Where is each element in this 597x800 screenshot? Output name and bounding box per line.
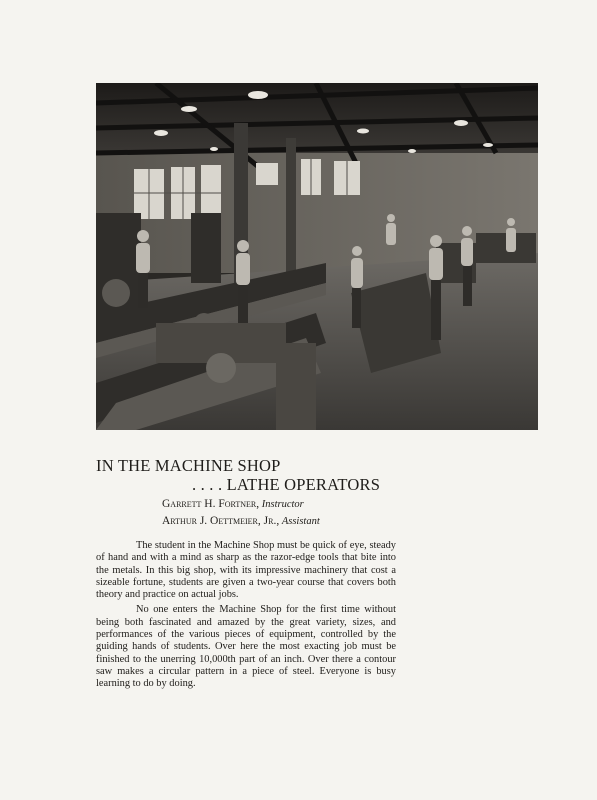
staff-name: Arthur J. Oettmeier, Jr., [162, 515, 280, 527]
staff-role: Assistant [281, 516, 320, 527]
headline-line-1: IN THE MACHINE SHOP [96, 456, 281, 475]
paragraph: The student in the Machine Shop must be quick of eye, steady of hand and with a mind as sharp as the razor-edge tools that bite into the metals. In this big shop, with its impressive machinery that cost a sizeable fortune, students are given a two-year course that covers both theory and practice on actual jobs. [96, 540, 396, 601]
photo-illustration [96, 83, 538, 430]
staff-role: Instructor [261, 499, 304, 510]
headline-line-2: . . . . LATHE OPERATORS [192, 475, 381, 494]
article-body [96, 540, 396, 694]
machine-shop-photo [96, 83, 538, 430]
staff-name: Garrett H. Fortner, [162, 498, 260, 510]
article-headline [96, 456, 496, 494]
staff-assistant [162, 513, 320, 530]
staff-credits [162, 496, 320, 530]
staff-instructor [162, 496, 320, 513]
paragraph: No one enters the Machine Shop for the first time without being both fascinated and amazed by the great variety, sizes, and performances of the various pieces of equipment, controlled by the guiding hands of students. Over here the most exacting job must be finished to the unerring 10,000th part of an inch. Over there a contour saw makes a circular pattern in a piece of steel. Everyone is busy learning to do by doing. [96, 604, 396, 690]
